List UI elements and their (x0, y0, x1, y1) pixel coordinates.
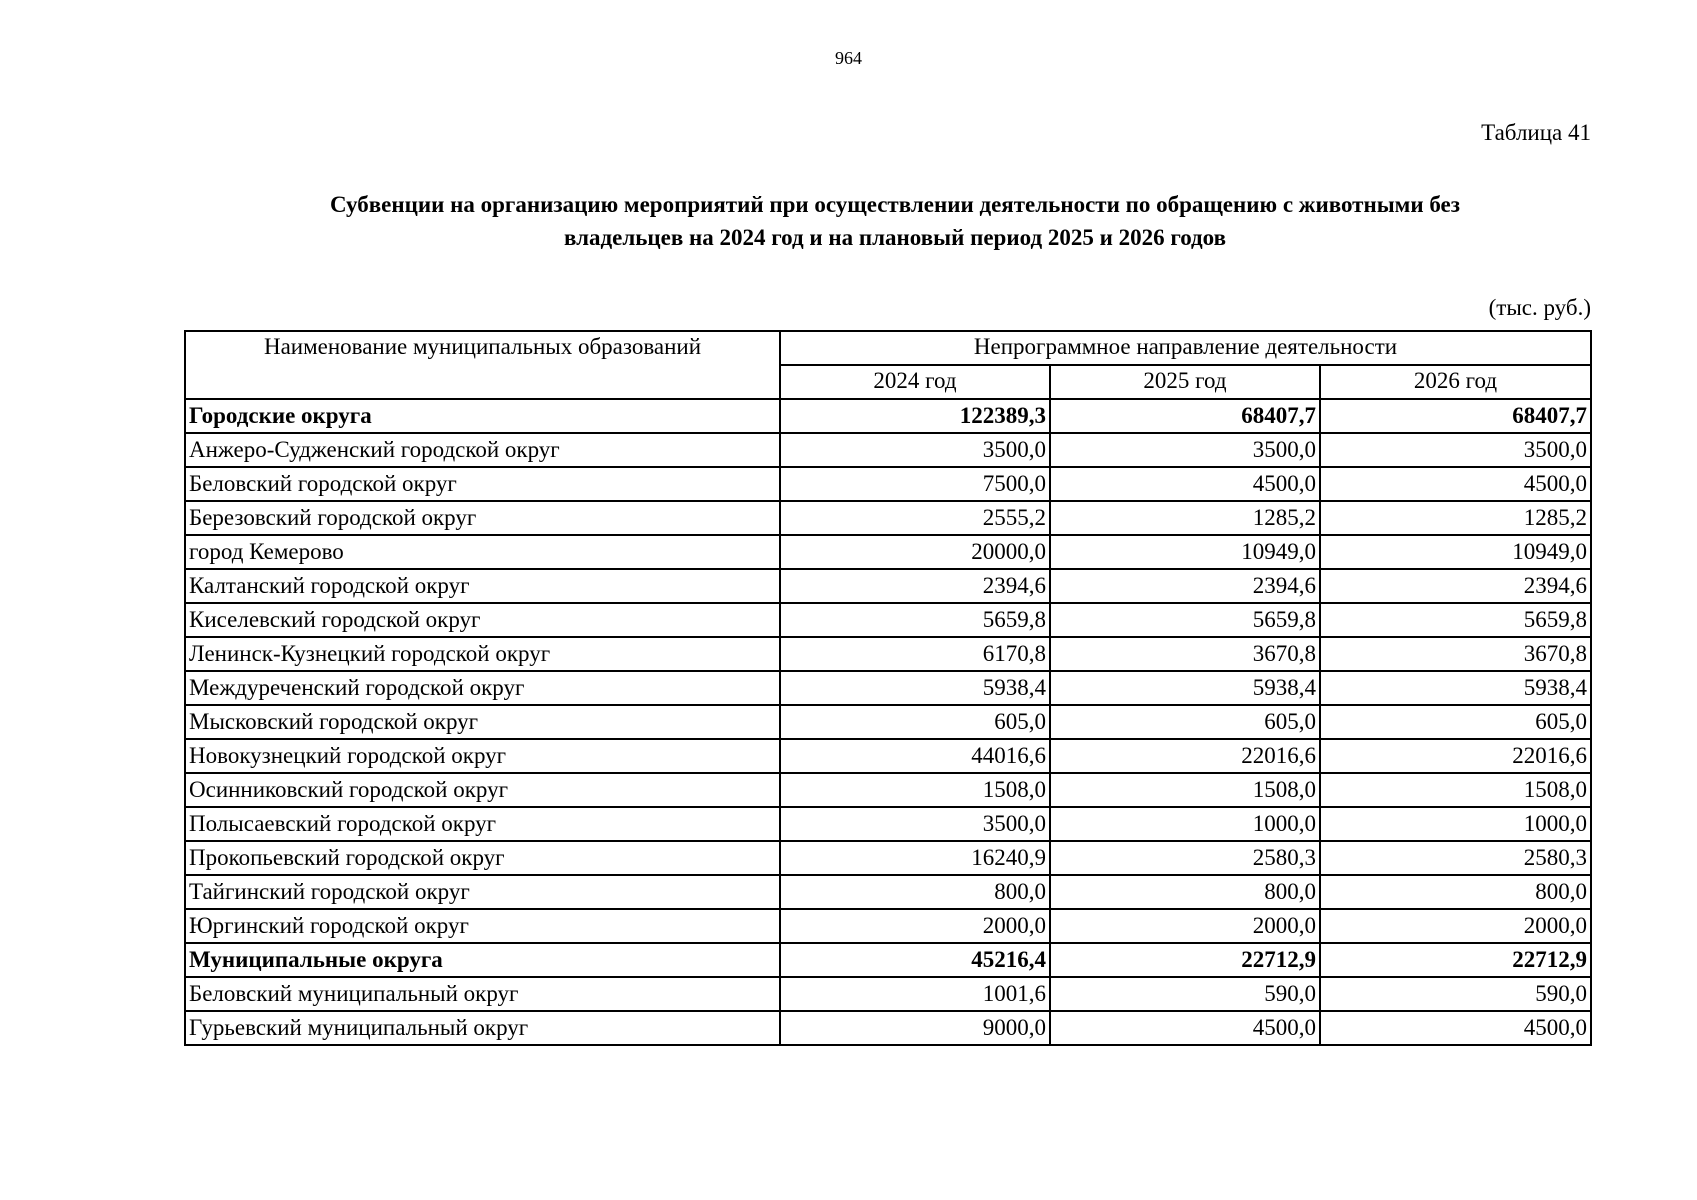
municipality-name-cell: Ленинск-Кузнецкий городской округ (185, 637, 780, 671)
value-2026-cell: 3670,8 (1320, 637, 1591, 671)
value-2025-cell: 4500,0 (1050, 1011, 1320, 1045)
municipality-name-cell: Калтанский городской округ (185, 569, 780, 603)
value-2026-cell: 1285,2 (1320, 501, 1591, 535)
value-2024-cell: 605,0 (780, 705, 1050, 739)
municipality-name-cell: Прокопьевский городской округ (185, 841, 780, 875)
table-row (185, 569, 1591, 603)
municipality-name-cell: Городские округа (185, 399, 780, 433)
value-2025-cell: 22712,9 (1050, 943, 1320, 977)
value-2026-cell: 2580,3 (1320, 841, 1591, 875)
value-2025-cell: 2394,6 (1050, 569, 1320, 603)
value-2026-cell: 3500,0 (1320, 433, 1591, 467)
value-2025-cell: 5659,8 (1050, 603, 1320, 637)
table-row (185, 909, 1591, 943)
value-2025-cell: 800,0 (1050, 875, 1320, 909)
table-row (185, 671, 1591, 705)
table-row (185, 773, 1591, 807)
value-2024-cell: 1508,0 (780, 773, 1050, 807)
table-row (185, 977, 1591, 1011)
value-2024-cell: 7500,0 (780, 467, 1050, 501)
value-2026-cell: 5659,8 (1320, 603, 1591, 637)
value-2024-cell: 2394,6 (780, 569, 1050, 603)
table-row (185, 501, 1591, 535)
table-group-row (185, 943, 1591, 977)
value-2026-cell: 4500,0 (1320, 1011, 1591, 1045)
value-2025-cell: 605,0 (1050, 705, 1320, 739)
value-2024-cell: 2000,0 (780, 909, 1050, 943)
header-municipality-name: Наименование муниципальных образований (185, 331, 780, 399)
value-2026-cell: 22016,6 (1320, 739, 1591, 773)
document-title-line-2: владельцев на 2024 год и на плановый период 2025 и 2026 годов (563, 225, 1227, 250)
table-row (185, 535, 1591, 569)
value-2025-cell: 2000,0 (1050, 909, 1320, 943)
municipality-name-cell: Мысковский городской округ (185, 705, 780, 739)
value-2024-cell: 16240,9 (780, 841, 1050, 875)
value-2025-cell: 1285,2 (1050, 501, 1320, 535)
value-2025-cell: 22016,6 (1050, 739, 1320, 773)
municipality-name-cell: Междуреченский городской округ (185, 671, 780, 705)
municipality-name-cell: город Кемерово (185, 535, 780, 569)
municipality-name-cell: Муниципальные округа (185, 943, 780, 977)
table-row (185, 841, 1591, 875)
value-2026-cell: 22712,9 (1320, 943, 1591, 977)
table-group-row (185, 399, 1591, 433)
value-2026-cell: 590,0 (1320, 977, 1591, 1011)
municipality-name-cell: Анжеро-Судженский городской округ (185, 433, 780, 467)
municipality-name-cell: Киселевский городской округ (185, 603, 780, 637)
value-2026-cell: 800,0 (1320, 875, 1591, 909)
header-year-2025: 2025 год (1050, 365, 1320, 399)
header-row-1 (185, 331, 1591, 365)
table-label: Таблица 41 (1481, 120, 1591, 145)
value-2024-cell: 3500,0 (780, 433, 1050, 467)
value-2026-cell: 4500,0 (1320, 467, 1591, 501)
value-2024-cell: 5659,8 (780, 603, 1050, 637)
value-2026-cell: 5938,4 (1320, 671, 1591, 705)
value-2024-cell: 800,0 (780, 875, 1050, 909)
header-nonprogram-direction: Непрограммное направление деятельности (780, 331, 1591, 365)
document-title (200, 188, 1590, 254)
document-title-line-1: Субвенции на организацию мероприятий при осуществлении деятельности по обращению с животными без (329, 192, 1461, 217)
value-2026-cell: 2000,0 (1320, 909, 1591, 943)
table-row (185, 467, 1591, 501)
value-2024-cell: 44016,6 (780, 739, 1050, 773)
table-row (185, 739, 1591, 773)
municipality-name-cell: Новокузнецкий городской округ (185, 739, 780, 773)
table-row (185, 637, 1591, 671)
header-year-2024: 2024 год (780, 365, 1050, 399)
municipality-name-cell: Осинниковский городской округ (185, 773, 780, 807)
value-2025-cell: 1000,0 (1050, 807, 1320, 841)
value-2024-cell: 122389,3 (780, 399, 1050, 433)
table-header (185, 331, 1591, 399)
value-2024-cell: 5938,4 (780, 671, 1050, 705)
municipality-name-cell: Юргинский городской округ (185, 909, 780, 943)
municipality-name-cell: Гурьевский муниципальный округ (185, 1011, 780, 1045)
table-row (185, 705, 1591, 739)
value-2024-cell: 1001,6 (780, 977, 1050, 1011)
value-2025-cell: 68407,7 (1050, 399, 1320, 433)
value-2026-cell: 68407,7 (1320, 399, 1591, 433)
value-2025-cell: 3670,8 (1050, 637, 1320, 671)
municipality-name-cell: Беловский муниципальный округ (185, 977, 780, 1011)
municipality-name-cell: Тайгинский городской округ (185, 875, 780, 909)
value-2026-cell: 10949,0 (1320, 535, 1591, 569)
value-2024-cell: 6170,8 (780, 637, 1050, 671)
header-year-2026: 2026 год (1320, 365, 1591, 399)
value-2024-cell: 2555,2 (780, 501, 1050, 535)
value-2024-cell: 3500,0 (780, 807, 1050, 841)
value-2026-cell: 1000,0 (1320, 807, 1591, 841)
value-2025-cell: 1508,0 (1050, 773, 1320, 807)
value-2024-cell: 9000,0 (780, 1011, 1050, 1045)
value-2024-cell: 20000,0 (780, 535, 1050, 569)
table-body (185, 399, 1591, 1045)
value-2025-cell: 590,0 (1050, 977, 1320, 1011)
subventions-table (184, 330, 1592, 1046)
table-row (185, 603, 1591, 637)
value-2025-cell: 4500,0 (1050, 467, 1320, 501)
table-row (185, 1011, 1591, 1045)
table-row (185, 433, 1591, 467)
value-2026-cell: 605,0 (1320, 705, 1591, 739)
value-2025-cell: 2580,3 (1050, 841, 1320, 875)
table-row (185, 875, 1591, 909)
value-2026-cell: 1508,0 (1320, 773, 1591, 807)
value-2024-cell: 45216,4 (780, 943, 1050, 977)
value-2026-cell: 2394,6 (1320, 569, 1591, 603)
municipality-name-cell: Беловский городской округ (185, 467, 780, 501)
value-2025-cell: 10949,0 (1050, 535, 1320, 569)
units-note: (тыс. руб.) (1488, 295, 1591, 320)
value-2025-cell: 3500,0 (1050, 433, 1320, 467)
value-2025-cell: 5938,4 (1050, 671, 1320, 705)
municipality-name-cell: Полысаевский городской округ (185, 807, 780, 841)
municipality-name-cell: Березовский городской округ (185, 501, 780, 535)
table-row (185, 807, 1591, 841)
page-number: 964 (835, 48, 862, 68)
